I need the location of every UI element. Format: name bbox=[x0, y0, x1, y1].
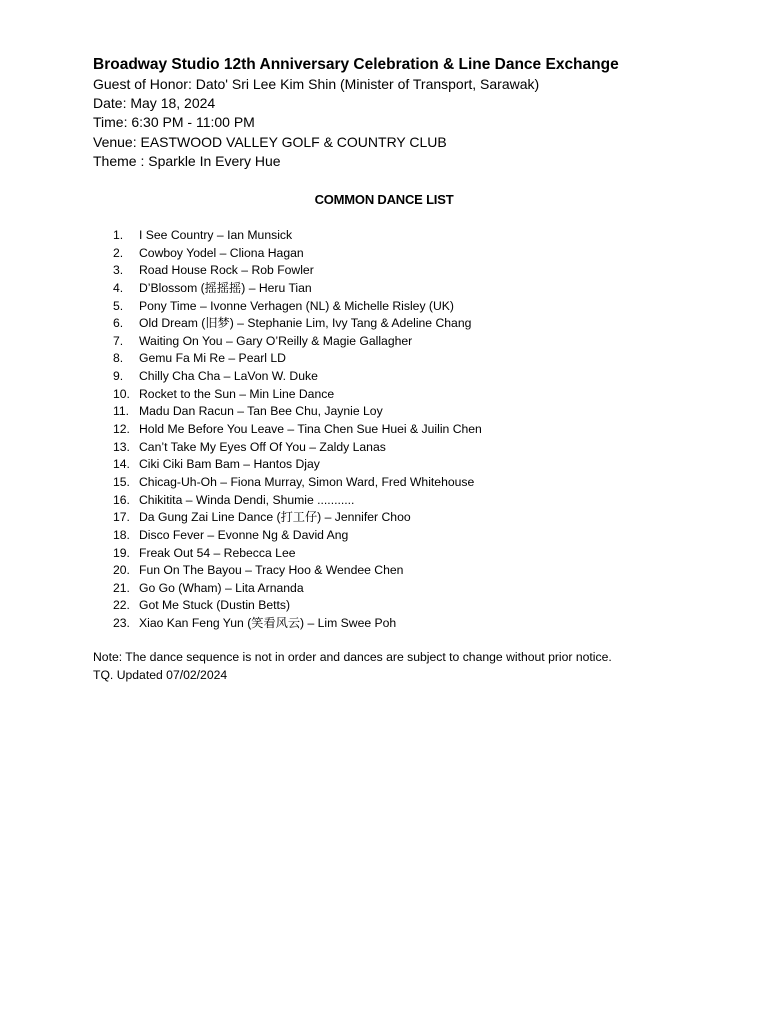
list-item-text: Old Dream (旧梦) – Stephanie Lim, Ivy Tang & Adeline Chang bbox=[139, 316, 472, 331]
list-item-number: 4. bbox=[113, 280, 124, 295]
list-item bbox=[113, 474, 713, 492]
list-item bbox=[113, 315, 713, 333]
list-item-number: 13. bbox=[113, 439, 130, 454]
guest-of-honor: Guest of Honor: Dato' Sri Lee Kim Shin (Minister of Transport, Sarawak) bbox=[93, 76, 540, 92]
list-item-number: 1. bbox=[113, 228, 124, 242]
dance-list-heading: COMMON DANCE LIST bbox=[314, 192, 454, 207]
updated-text: TQ. Updated 07/02/2024 bbox=[93, 667, 228, 682]
list-item bbox=[113, 492, 713, 510]
list-item-number: 2. bbox=[113, 245, 124, 260]
note-text: Note: The dance sequence is not in order and dances are subject to change without prior notice. bbox=[93, 650, 612, 664]
list-item-text: I See Country – Ian Munsick bbox=[139, 228, 293, 242]
list-item-number: 6. bbox=[113, 316, 124, 331]
list-item-number: 18. bbox=[113, 527, 130, 542]
list-item bbox=[113, 597, 713, 615]
list-item-text: Madu Dan Racun – Tan Bee Chu, Jaynie Loy bbox=[139, 404, 383, 419]
list-item-number: 7. bbox=[113, 333, 124, 348]
list-item-text: Chilly Cha Cha – LaVon W. Duke bbox=[139, 369, 318, 384]
list-item bbox=[113, 527, 713, 545]
list-item-number: 14. bbox=[113, 457, 130, 472]
list-item bbox=[113, 333, 713, 351]
list-item bbox=[113, 562, 713, 580]
list-item-text: Can’t Take My Eyes Off Of You – Zaldy Lanas bbox=[139, 439, 386, 454]
list-item-number: 10. bbox=[113, 386, 130, 401]
event-header bbox=[93, 54, 733, 171]
list-item-text: Gemu Fa Mi Re – Pearl LD bbox=[139, 351, 286, 366]
list-item-text: Hold Me Before You Leave – Tina Chen Sue Huei & Juilin Chen bbox=[139, 422, 482, 437]
list-item bbox=[113, 456, 713, 474]
list-item-text: Fun On The Bayou – Tracy Hoo & Wendee Chen bbox=[139, 563, 404, 578]
list-item-text: Go Go (Wham) – Lita Arnanda bbox=[139, 580, 304, 595]
list-item bbox=[113, 298, 713, 316]
list-item-text: D’Blossom (摇摇摇) – Heru Tian bbox=[139, 280, 312, 295]
list-item-text: Ciki Ciki Bam Bam – Hantos Djay bbox=[139, 457, 320, 472]
list-item bbox=[113, 580, 713, 598]
list-item-number: 15. bbox=[113, 474, 130, 489]
list-item-text: Got Me Stuck (Dustin Betts) bbox=[139, 598, 291, 613]
list-item-number: 9. bbox=[113, 369, 124, 384]
list-item bbox=[113, 509, 713, 527]
list-item-text: Chikitita – Winda Dendi, Shumie ........... bbox=[139, 492, 355, 507]
event-venue: Venue: EASTWOOD VALLEY GOLF & COUNTRY CLUB bbox=[93, 133, 447, 150]
event-title: Broadway Studio 12th Anniversary Celebration & Line Dance Exchange bbox=[93, 56, 619, 73]
list-item-text: Pony Time – Ivonne Verhagen (NL) & Michelle Risley (UK) bbox=[139, 298, 454, 313]
list-item-text: Rocket to the Sun – Min Line Dance bbox=[139, 386, 335, 401]
list-item-number: 21. bbox=[113, 580, 130, 595]
list-item-text: Chicag-Uh-Oh – Fiona Murray, Simon Ward, Fred Whitehouse bbox=[139, 474, 475, 489]
list-item bbox=[113, 280, 713, 298]
list-item-number: 3. bbox=[113, 263, 124, 278]
list-item-number: 5. bbox=[113, 298, 124, 313]
list-item bbox=[113, 368, 713, 386]
list-item-number: 8. bbox=[113, 351, 124, 366]
list-item-text: Xiao Kan Feng Yun (笑看风云) – Lim Swee Poh bbox=[139, 616, 397, 631]
list-item-text: Cowboy Yodel – Cliona Hagan bbox=[139, 245, 304, 260]
list-item bbox=[113, 545, 713, 563]
event-theme: Theme : Sparkle In Every Hue bbox=[93, 152, 281, 169]
list-item-number: 12. bbox=[113, 422, 130, 437]
list-item bbox=[113, 439, 713, 457]
list-item-text: Disco Fever – Evonne Ng & David Ang bbox=[139, 527, 349, 542]
list-item bbox=[113, 615, 713, 633]
list-item-text: Da Gung Zai Line Dance (打工仔) – Jennifer Choo bbox=[139, 510, 411, 525]
list-item-number: 16. bbox=[113, 492, 130, 507]
list-item-text: Freak Out 54 – Rebecca Lee bbox=[139, 545, 296, 560]
dance-list bbox=[113, 227, 713, 633]
event-date: Date: May 18, 2024 bbox=[93, 95, 216, 112]
list-item-text: Road House Rock – Rob Fowler bbox=[139, 263, 314, 278]
event-time: Time: 6:30 PM - 11:00 PM bbox=[93, 114, 255, 131]
list-item bbox=[113, 386, 713, 404]
list-item-number: 11. bbox=[113, 404, 130, 419]
list-item bbox=[113, 421, 713, 439]
list-item bbox=[113, 245, 713, 263]
list-item-number: 20. bbox=[113, 563, 130, 578]
list-item bbox=[113, 227, 713, 245]
list-item-number: 19. bbox=[113, 545, 130, 560]
list-item-number: 22. bbox=[113, 598, 130, 613]
list-item-text: Waiting On You – Gary O’Reilly & Magie Gallagher bbox=[139, 333, 413, 348]
list-item-number: 23. bbox=[113, 616, 130, 631]
list-item bbox=[113, 262, 713, 280]
list-item bbox=[113, 403, 713, 421]
note-section bbox=[93, 649, 733, 684]
list-item bbox=[113, 350, 713, 368]
list-item-number: 17. bbox=[113, 510, 130, 525]
